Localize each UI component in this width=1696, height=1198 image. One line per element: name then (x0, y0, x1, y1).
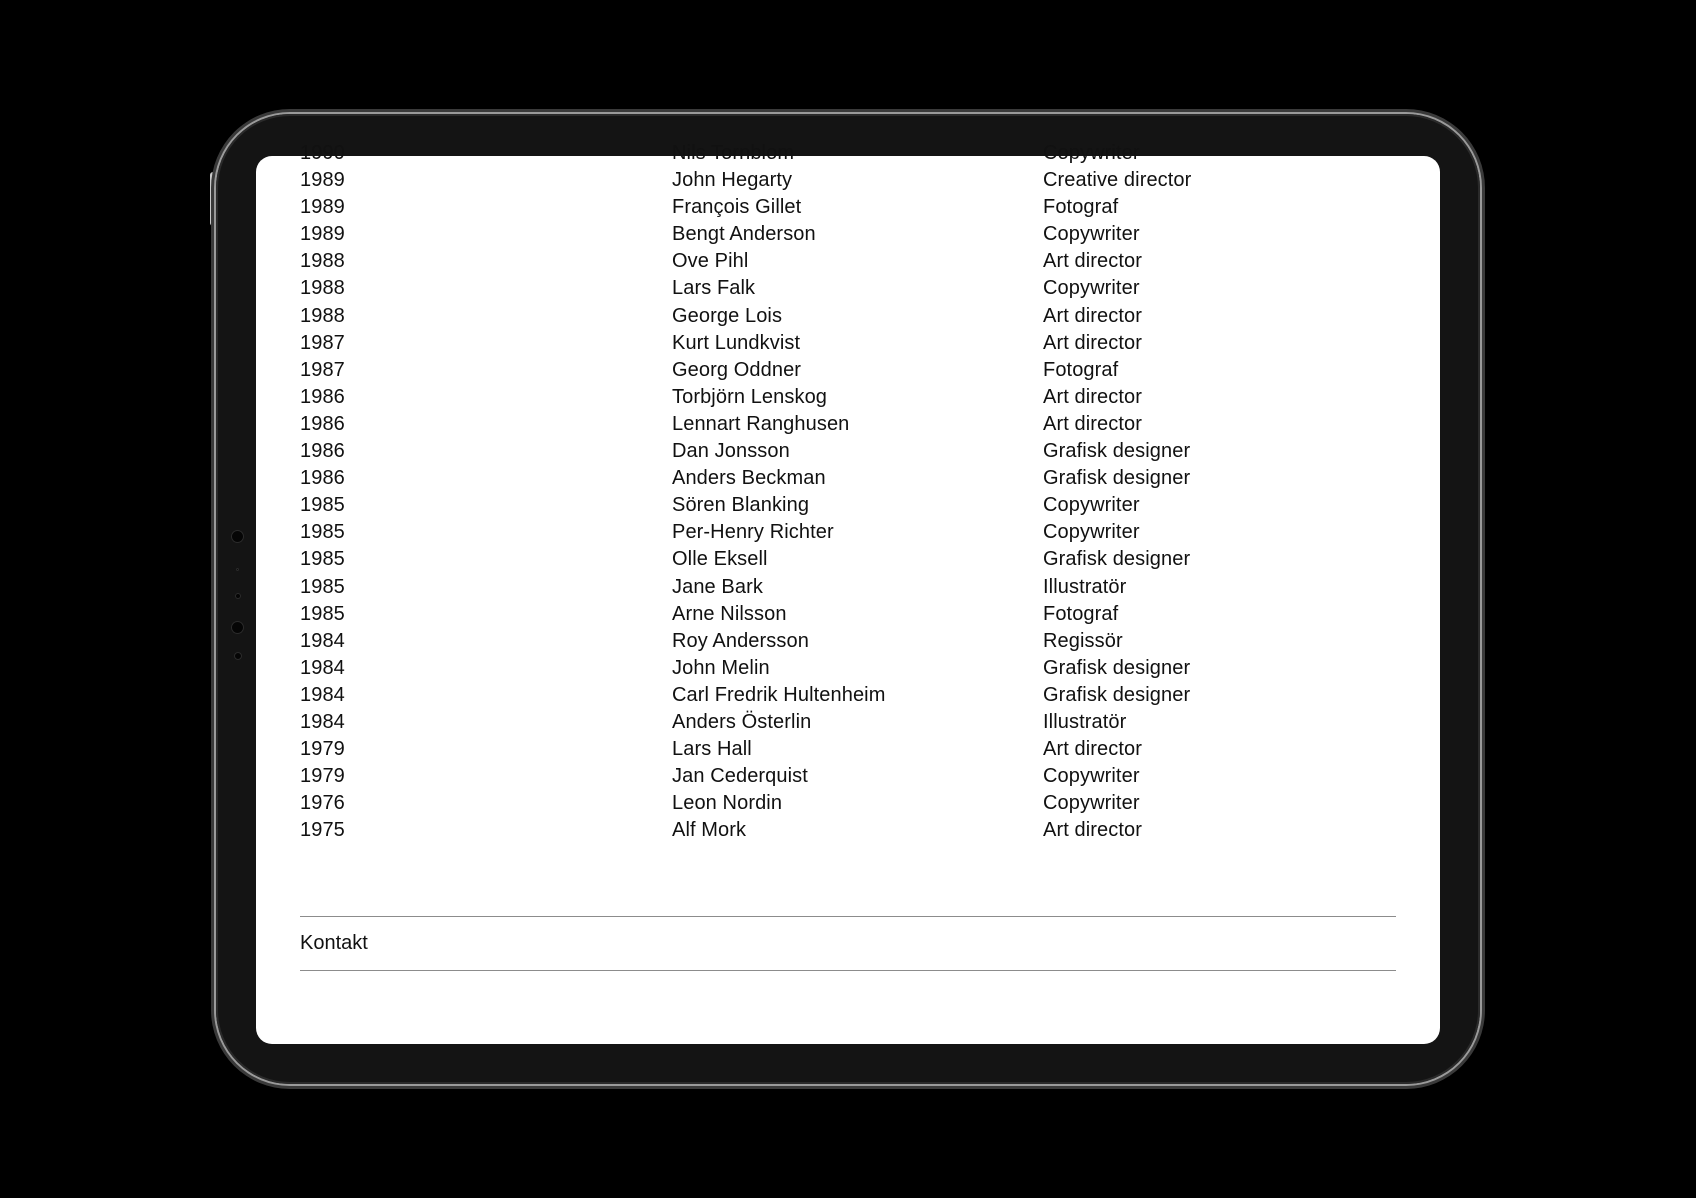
credit-name: John Melin (672, 656, 770, 679)
credit-role: Regissör (1043, 629, 1123, 652)
credit-role: Grafisk designer (1043, 683, 1191, 706)
credit-role: Art director (1043, 738, 1143, 761)
credit-name: Torbjörn Lenskog (672, 385, 828, 408)
credit-name: Arne Nilsson (672, 602, 787, 625)
credits-list (256, 140, 1440, 844)
credit-role: Grafisk designer (1043, 467, 1191, 490)
sensor-icon (236, 568, 239, 571)
credit-name: Alf Mork (672, 819, 747, 842)
credit-year: 1985 (300, 548, 345, 571)
credit-year: 1986 (300, 440, 345, 463)
credit-name: Lennart Ranghusen (672, 412, 850, 435)
credit-name: Olle Eksell (672, 548, 768, 571)
camera-icon (231, 530, 244, 543)
credit-row (256, 330, 1440, 357)
credit-year: 1985 (300, 575, 345, 598)
credit-year: 1988 (300, 304, 345, 327)
credit-name: Bengt Anderson (672, 223, 816, 246)
credit-row (256, 763, 1440, 790)
credit-year: 1986 (300, 385, 345, 408)
credit-row (256, 817, 1440, 844)
credit-role: Copywriter (1043, 765, 1140, 788)
credit-year: 1989 (300, 169, 345, 192)
credit-name: Jane Bark (672, 575, 763, 598)
credit-row (256, 465, 1440, 492)
credit-role: Art director (1043, 385, 1143, 408)
credit-role: Art director (1043, 304, 1143, 327)
credit-year: 1986 (300, 467, 345, 490)
credit-role: Art director (1043, 819, 1143, 842)
credit-year: 1985 (300, 521, 345, 544)
credit-year: 1976 (300, 792, 345, 815)
credit-row (256, 248, 1440, 275)
credit-year: 1984 (300, 629, 345, 652)
credit-year: 1987 (300, 358, 345, 381)
credit-row (256, 194, 1440, 221)
credit-row (256, 655, 1440, 682)
credit-role: Fotograf (1043, 358, 1119, 381)
credit-role: Fotograf (1043, 196, 1119, 219)
credit-row (256, 167, 1440, 194)
credit-year: 1984 (300, 710, 345, 733)
credit-name: Carl Fredrik Hultenheim (672, 683, 886, 706)
credit-year: 1985 (300, 602, 345, 625)
credit-name: Sören Blanking (672, 494, 810, 517)
sensor-icon (234, 652, 242, 660)
credit-name: Anders Beckman (672, 467, 826, 490)
credit-name: Per-Henry Richter (672, 521, 834, 544)
credit-year: 1979 (300, 765, 345, 788)
credit-role: Grafisk designer (1043, 440, 1191, 463)
credit-row (256, 601, 1440, 628)
credit-name: Leon Nordin (672, 792, 783, 815)
credit-row (256, 790, 1440, 817)
credit-role: Illustratör (1043, 710, 1127, 733)
credit-year: 1987 (300, 331, 345, 354)
credit-row (256, 574, 1440, 601)
credit-row (256, 411, 1440, 438)
camera-icon (231, 621, 244, 634)
credit-name: Jan Cederquist (672, 765, 808, 788)
credit-name: François Gillet (672, 196, 802, 219)
credit-name: Lars Hall (672, 738, 752, 761)
credit-role: Art director (1043, 250, 1143, 273)
credit-role: Art director (1043, 412, 1143, 435)
credit-year: 1984 (300, 683, 345, 706)
sensor-icon (235, 593, 241, 599)
credit-role: Grafisk designer (1043, 656, 1191, 679)
contact-link[interactable]: Kontakt (300, 932, 368, 954)
credit-year: 1984 (300, 656, 345, 679)
credit-row (256, 303, 1440, 330)
credit-role: Art director (1043, 331, 1143, 354)
credit-row (256, 628, 1440, 655)
credit-name: Nils Tornblom (672, 142, 795, 164)
credit-role: Copywriter (1043, 223, 1140, 246)
credit-role: Creative director (1043, 169, 1192, 192)
credit-row (256, 221, 1440, 248)
credit-year: 1989 (300, 223, 345, 246)
credit-name: Ove Pihl (672, 250, 749, 273)
credit-name: Roy Andersson (672, 629, 809, 652)
screen (256, 142, 1440, 1044)
credit-year: 1988 (300, 277, 345, 300)
credit-name: George Lois (672, 304, 783, 327)
credit-role: Illustratör (1043, 575, 1127, 598)
credit-row (256, 275, 1440, 302)
credit-row (256, 519, 1440, 546)
credit-year: 1986 (300, 412, 345, 435)
divider (300, 916, 1396, 917)
credit-row (256, 709, 1440, 736)
credit-role: Copywriter (1043, 792, 1140, 815)
credit-year: 1985 (300, 494, 345, 517)
credit-name: Kurt Lundkvist (672, 331, 801, 354)
credit-row (256, 438, 1440, 465)
credit-name: Georg Oddner (672, 358, 802, 381)
credit-role: Copywriter (1043, 142, 1140, 164)
credit-role: Grafisk designer (1043, 548, 1191, 571)
credit-role: Copywriter (1043, 494, 1140, 517)
credit-year: 1990 (300, 142, 345, 164)
credit-role: Fotograf (1043, 602, 1119, 625)
credit-role: Copywriter (1043, 277, 1140, 300)
credit-row (256, 492, 1440, 519)
credit-year: 1988 (300, 250, 345, 273)
credit-year: 1975 (300, 819, 345, 842)
credit-name: Dan Jonsson (672, 440, 790, 463)
credit-row (256, 546, 1440, 573)
credit-row (256, 140, 1440, 167)
credit-role: Copywriter (1043, 521, 1140, 544)
credit-year: 1979 (300, 738, 345, 761)
divider (300, 970, 1396, 971)
credit-year: 1989 (300, 196, 345, 219)
credit-name: Lars Falk (672, 277, 756, 300)
credit-row (256, 384, 1440, 411)
credit-row (256, 357, 1440, 384)
credit-name: John Hegarty (672, 169, 793, 192)
credit-row (256, 736, 1440, 763)
credit-row (256, 682, 1440, 709)
credit-name: Anders Österlin (672, 710, 812, 733)
